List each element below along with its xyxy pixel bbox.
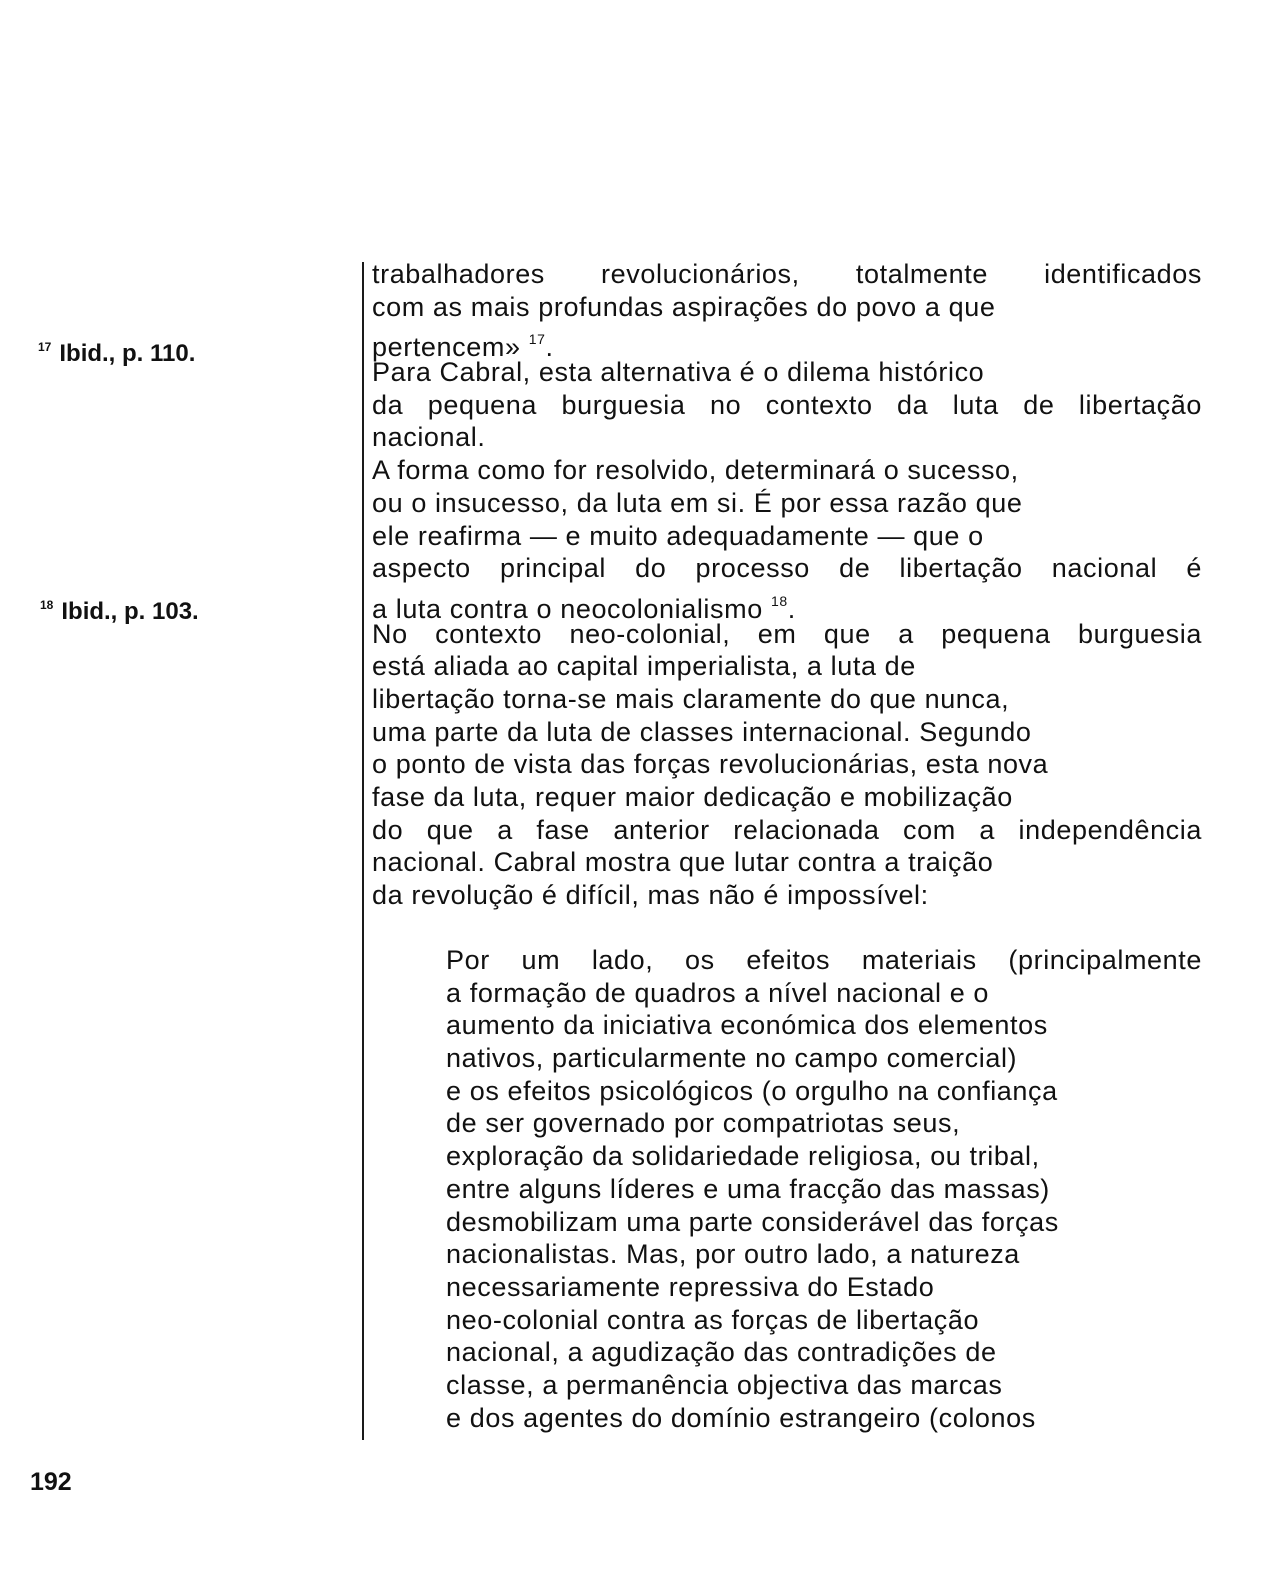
main-text	[372, 258, 1202, 912]
text-line: trabalhadores revolucionários, totalmente identificados	[372, 259, 1202, 289]
quote-line: entre alguns líderes e uma fracção das massas)	[446, 1173, 1050, 1204]
quote-line: nativos, particularmente no campo comercial)	[446, 1043, 1018, 1074]
margin-note-number: 18	[40, 598, 54, 612]
text-line: da revolução é difícil, mas não é impossível:	[372, 880, 929, 911]
footnote-ref-18: 18	[770, 592, 788, 609]
block-quote	[446, 944, 1202, 1434]
punctuation: .	[787, 593, 796, 624]
page-number: 192	[30, 1468, 72, 1496]
quote-line: desmobilizam uma parte considerável das forças	[446, 1206, 1059, 1237]
margin-note-number: 17	[38, 340, 52, 354]
quote-line: nacionalistas. Mas, por outro lado, a natureza	[446, 1239, 1020, 1270]
footnote-ref-17: 17	[528, 331, 546, 348]
text-line-with-footnote	[372, 585, 1202, 624]
text-line: A forma como for resolvido, determinará o sucesso,	[372, 455, 1019, 486]
text-line: o ponto de vista das forças revolucionárias, esta nova	[372, 749, 1049, 780]
margin-note-17	[38, 333, 195, 368]
quote-line: necessariamente repressiva do Estado	[446, 1271, 935, 1302]
text-line: pertencem»	[372, 332, 521, 363]
text-line: com as mais profundas aspirações do povo a que	[372, 291, 996, 322]
text-line: ele reafirma — e muito adequadamente — que o	[372, 520, 984, 551]
quote-line: Por um lado, os efeitos materiais (principalmente	[446, 945, 1202, 975]
punctuation: .	[545, 332, 554, 363]
quote-line: neo-colonial contra as forças de libertação	[446, 1304, 980, 1335]
margin-note-text: Ibid., p. 110.	[59, 340, 196, 367]
quote-line: de ser governado por compatriotas seus,	[446, 1108, 961, 1139]
quote-line: e os efeitos psicológicos (o orgulho na confiança	[446, 1075, 1058, 1106]
margin-note-18	[40, 591, 199, 626]
column-rule	[362, 262, 364, 1440]
quote-line: exploração da solidariedade religiosa, ou tribal,	[446, 1141, 1040, 1172]
quote-line: aumento da iniciativa económica dos elementos	[446, 1010, 1048, 1041]
text-line: aspecto principal do processo de libertação nacional é	[372, 553, 1202, 584]
quote-line: a formação de quadros a nível nacional e o	[446, 977, 990, 1008]
text-line: libertação torna-se mais claramente do que nunca,	[372, 683, 1010, 714]
text-line: do que a fase anterior relacionada com a independência	[372, 814, 1202, 845]
quote-line: classe, a permanência objectiva das marcas	[446, 1369, 1003, 1400]
text-line: nacional. Cabral mostra que lutar contra a traição	[372, 847, 994, 878]
text-line: Para Cabral, esta alternativa é o dilema histórico	[372, 357, 985, 388]
quote-line: e dos agentes do domínio estrangeiro (colonos	[446, 1402, 1036, 1433]
text-line-with-footnote	[372, 323, 1202, 363]
text-line: uma parte da luta de classes internacional. Segundo	[372, 716, 1032, 747]
text-line: fase da luta, requer maior dedicação e mobilização	[372, 782, 1013, 812]
text-line: ou o insucesso, da luta em si. É por essa razão que	[372, 487, 1023, 518]
text-line: nacional.	[372, 422, 486, 453]
text-line: a luta contra o neocolonialismo	[372, 593, 763, 624]
text-line: No contexto neo-colonial, em que a pequena burguesia	[372, 618, 1202, 649]
margin-note-text: Ibid., p. 103.	[61, 598, 199, 625]
quote-line: nacional, a agudização das contradições de	[446, 1337, 997, 1368]
text-line: da pequena burguesia no contexto da luta de libertação	[372, 389, 1202, 420]
text-line: está aliada ao capital imperialista, a luta de	[372, 651, 916, 682]
